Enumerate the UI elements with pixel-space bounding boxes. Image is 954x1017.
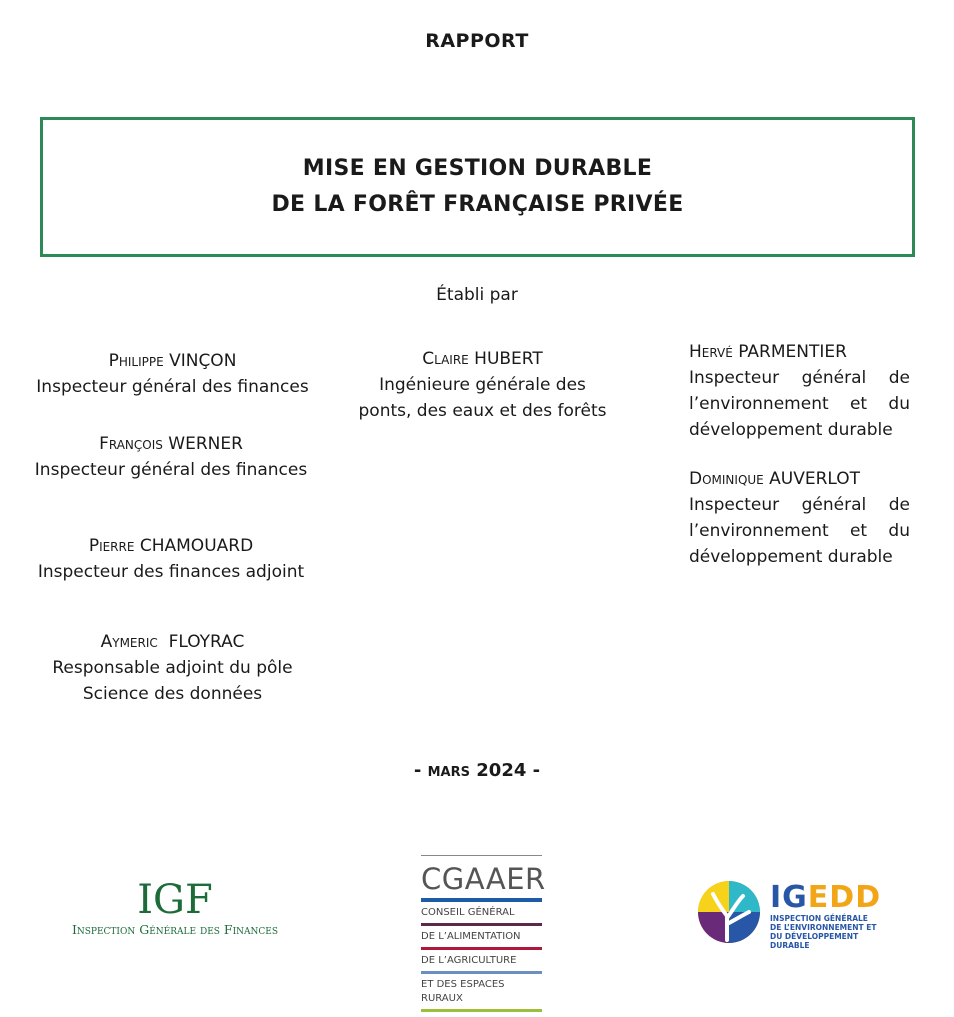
cgaaer-line-2: DE L’ALIMENTATION [421, 926, 542, 950]
author-werner [20, 431, 322, 483]
author-hubert [345, 346, 620, 424]
established-by: Établi par [436, 285, 518, 305]
igedd-line-1: INSPECTION GÉNÉRALE [770, 914, 868, 923]
report-label: RAPPORT [425, 30, 529, 52]
cgaaer-line-1: CONSEIL GÉNÉRAL [421, 902, 542, 926]
author-role: Inspecteur général des finances [34, 460, 308, 480]
author-role: Inspecteur général des finances [36, 377, 309, 397]
title-box [40, 117, 915, 257]
author-name: Aymeric FLOYRAC [100, 632, 245, 652]
cgaaer-line-4: ET DES ESPACES RURAUX [421, 974, 542, 1012]
author-name: Hervé PARMENTIER [689, 342, 847, 362]
author-role: Inspecteur des finances adjoint [37, 562, 305, 582]
cgaaer-top [421, 855, 546, 896]
author-role: Ingénieure générale des [379, 375, 586, 395]
author-role: Inspecteur général de l’environnement et du développement durable [689, 495, 910, 567]
cgaaer-logo [421, 855, 546, 1012]
author-role: Science des données [82, 684, 263, 704]
author-name: Philippe VINÇON [108, 351, 237, 371]
author-parmentier [689, 339, 910, 443]
author-vincon [20, 348, 325, 400]
cgaaer-line-3: DE L’AGRICULTURE [421, 950, 542, 974]
title-line-1: MISE EN GESTION DURABLE [302, 156, 653, 181]
igf-acronym: IGF [137, 877, 213, 923]
title-line-2: DE LA FORÊT FRANÇAISE PRIVÉE [271, 192, 684, 217]
author-chamouard [20, 533, 322, 585]
author-name: Dominique AUVERLOT [689, 469, 861, 489]
igf-full-name: Inspection Générale des Finances [71, 922, 279, 937]
igf-logo [55, 878, 295, 937]
author-name: Pierre CHAMOUARD [88, 536, 254, 556]
author-floyrac [20, 629, 325, 707]
igedd-line-2: DE L’ENVIRONNEMENT ET [770, 923, 877, 932]
author-role: ponts, des eaux et des forêts [358, 401, 607, 421]
igedd-tree-icon [697, 880, 761, 944]
igedd-logo [697, 880, 897, 950]
igedd-text [770, 882, 897, 950]
igedd-acronym: IGEDD [770, 880, 882, 915]
author-name: François WERNER [99, 434, 243, 454]
cgaaer-acronym: CGAAER [421, 862, 546, 896]
author-role: Inspecteur général de l’environnement et du développement durable [689, 368, 910, 440]
author-auverlot [689, 466, 910, 570]
report-date: - mars 2024 - [413, 760, 541, 781]
igedd-line-3: DU DÉVELOPPEMENT DURABLE [770, 932, 859, 950]
author-name: Claire HUBERT [422, 349, 543, 369]
author-role: Responsable adjoint du pôle [52, 658, 293, 678]
